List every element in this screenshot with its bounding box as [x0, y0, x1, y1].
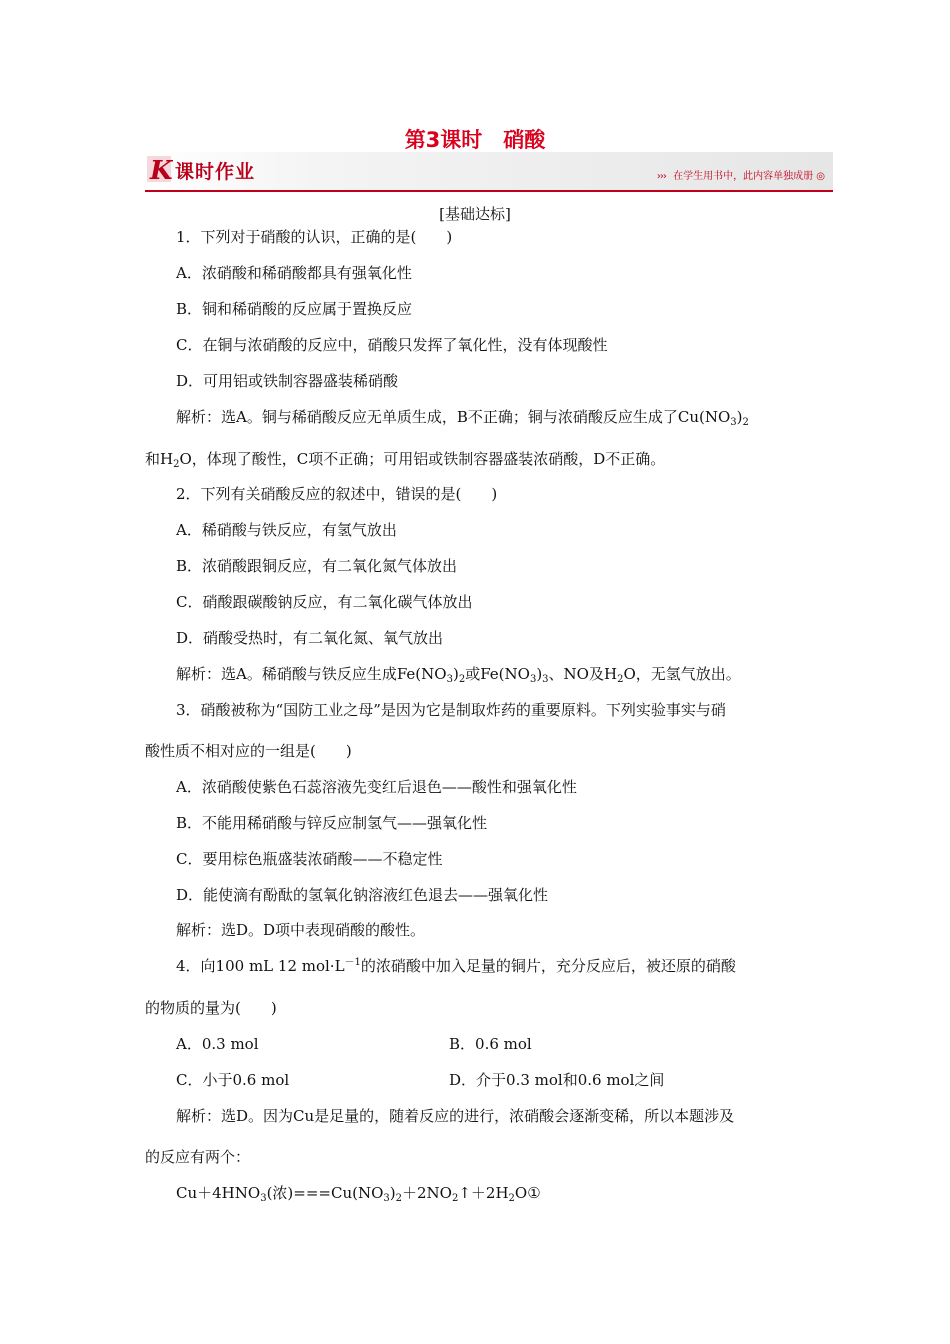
q1-stem: 1．下列对于硝酸的认识，正确的是( ): [176, 228, 453, 246]
section-heading: [基础达标]: [439, 205, 511, 223]
q1-explanation-line1: 解析：选A。铜与稀硝酸反应无单质生成，B不正确；铜与浓硝酸反应生成了$Cu(NO_3)_2$: [176, 408, 749, 428]
q4-option-b: B．0.6 mol: [449, 1035, 532, 1053]
q1-option-b: B．铜和稀硝酸的反应属于置换反应: [176, 300, 413, 318]
q4-explanation-line2: 的反应有两个：: [145, 1148, 251, 1166]
q4-option-d: D．介于0.3 mol和0.6 mol之间: [449, 1071, 665, 1089]
q3-stem-line2: 酸性质不相对应的一组是( ): [145, 742, 352, 760]
q1-option-a: A．浓硝酸和稀硝酸都具有强氧化性: [176, 264, 412, 282]
chevron-right-icon: ›››: [656, 171, 666, 182]
circle-icon: ◎: [816, 171, 825, 182]
q1-explanation-line2: 和$H_2O$，体现了酸性，C项不正确；可用铝或铁制容器盛装浓硝酸，D不正确。: [145, 450, 666, 470]
homework-banner: [145, 152, 833, 192]
q4-equation: $Cu+4HNO_3$(浓)$===Cu(NO_3)_2+2NO_2↑+2H_2O①$: [176, 1184, 541, 1204]
q2-option-b: B．浓硝酸跟铜反应，有二氧化氮气体放出: [176, 557, 458, 575]
q4-stem-line2: 的物质的量为( ): [145, 999, 277, 1017]
q3-option-b: B．不能用稀硝酸与锌反应制氢气——强氧化性: [176, 814, 488, 832]
banner-note-text: 在学生用书中，此内容单独成册: [673, 171, 814, 182]
q2-explanation: 解析：选A。稀硝酸与铁反应生成$Fe(NO_3)_2$或$Fe(NO_3)_3$、NO及$H_2O$，无氢气放出。: [176, 665, 741, 685]
q3-option-c: C．要用棕色瓶盛装浓硝酸——不稳定性: [176, 850, 443, 868]
q2-stem: 2．下列有关硝酸反应的叙述中，错误的是( ): [176, 485, 498, 503]
k-logo-icon: [147, 154, 173, 184]
q3-explanation: 解析：选D。D项中表现硝酸的酸性。: [176, 921, 426, 939]
q1-option-d: D．可用铝或铁制容器盛装稀硝酸: [176, 372, 399, 390]
q1-option-c: C．在铜与浓硝酸的反应中，硝酸只发挥了氧化性，没有体现酸性: [176, 336, 608, 354]
banner-title: 课时作业: [175, 161, 256, 183]
q3-stem-line1: 3．硝酸被称为“国防工业之母”是因为它是制取炸药的重要原料。下列实验事实与硝: [176, 701, 726, 719]
q4-explanation-line1: 解析：选D。因为Cu是足量的，随着反应的进行，浓硝酸会逐渐变稀，所以本题涉及: [176, 1107, 735, 1125]
q4-option-c: C．小于0.6 mol: [176, 1071, 290, 1089]
q2-option-c: C．硝酸跟碳酸钠反应，有二氧化碳气体放出: [176, 593, 473, 611]
svg-text:K: K: [150, 156, 173, 184]
q4-stem-line1: 4．向100 mL 12 $mol\cdot L^{-1}$的浓硝酸中加入足量的铜片，充分反应后，被还原的硝酸: [176, 957, 736, 975]
q3-option-a: A．浓硝酸使紫色石蕊溶液先变红后退色——酸性和强氧化性: [176, 778, 577, 796]
q4-option-a: A．0.3 mol: [176, 1035, 259, 1053]
banner-note: [657, 167, 825, 182]
q2-option-d: D．硝酸受热时，有二氧化氮、氧气放出: [176, 629, 444, 647]
q2-option-a: A．稀硝酸与铁反应，有氢气放出: [176, 521, 397, 539]
q3-option-d: D．能使滴有酚酞的氢氧化钠溶液红色退去——强氧化性: [176, 886, 549, 904]
page-title: 第3课时 硝酸: [404, 128, 546, 152]
